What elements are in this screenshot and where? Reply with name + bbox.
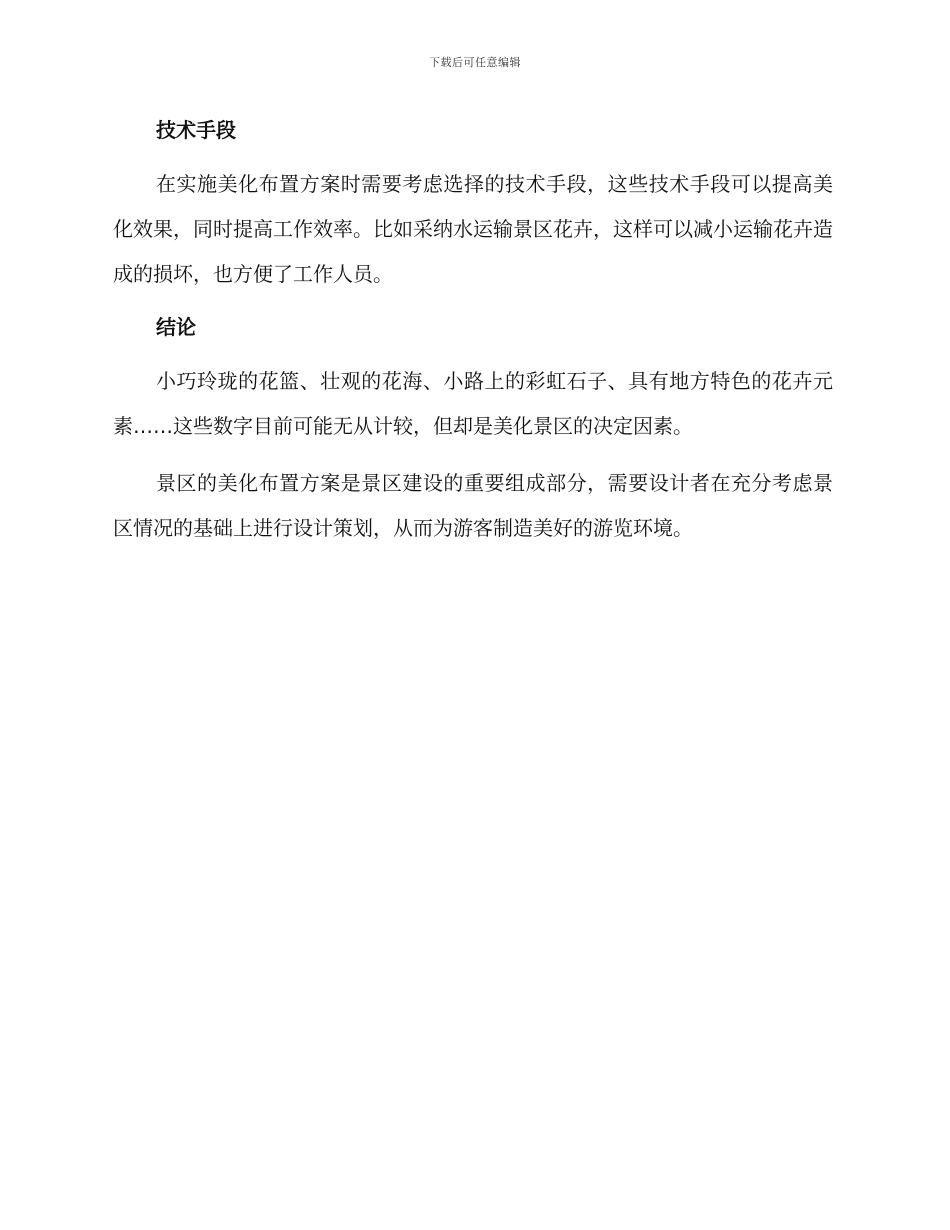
paragraph-conclusion-1: 小巧玲珑的花篮、壮观的花海、小路上的彩虹石子、具有地方特色的花卉元素……这些数字目前可能无从计较，但却是美化景区的决定因素。 bbox=[113, 369, 833, 438]
document-body bbox=[113, 112, 833, 551]
page-header-text: 下载后可任意编辑 bbox=[429, 56, 521, 69]
section-heading-conclusion: 结论 bbox=[156, 315, 196, 339]
section-heading-technical-means: 技术手段 bbox=[156, 118, 236, 142]
paragraph-technical-means: 在实施美化布置方案时需要考虑选择的技术手段，这些技术手段可以提高美化效果，同时提高工作效率。比如采纳水运输景区花卉，这样可以减小运输花卉造成的损坏，也方便了工作人员。 bbox=[113, 172, 833, 286]
paragraph-conclusion-2: 景区的美化布置方案是景区建设的重要组成部分，需要设计者在充分考虑景区情况的基础上进行设计策划，从而为游客制造美好的游览环境。 bbox=[113, 471, 833, 540]
